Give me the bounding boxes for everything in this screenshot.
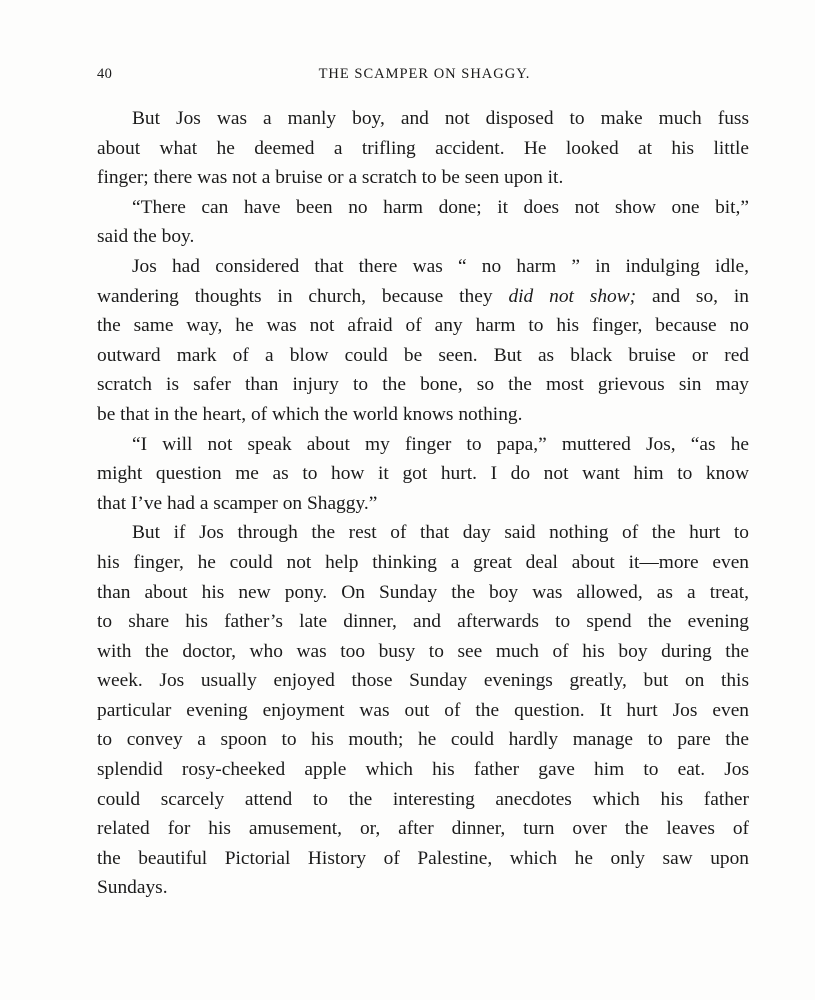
running-title: THE SCAMPER ON SHAGGY. [318, 66, 531, 82]
text-line: with the doctor, who was too busy to see much of his boy during the [97, 640, 749, 662]
text-line: might question me as to how it got hurt. I do not want him to know [97, 463, 749, 485]
body-text [97, 104, 749, 903]
text-line: that I’ve had a scamper on Shaggy.” [97, 492, 378, 514]
text-line: to share his father’s late dinner, and afterwards to spend the evening [97, 611, 749, 633]
text-line: outward mark of a blow could be seen. But as black bruise or red [97, 344, 749, 366]
text-line: particular evening enjoyment was out of the question. It hurt Jos even [97, 699, 749, 721]
text-line: the same way, he was not afraid of any harm to his finger, because no [97, 315, 749, 337]
text-line: the beautiful Pictorial History of Palestine, which he only saw upon [97, 847, 749, 869]
page-number: 40 [97, 66, 113, 82]
text-line: “There can have been no harm done; it does not show one bit,” [132, 196, 749, 218]
text-line: said the boy. [97, 226, 195, 248]
text-line: his finger, he could not help thinking a great deal about it—more even [97, 551, 749, 573]
text-line: splendid rosy-cheeked apple which his father gave him to eat. Jos [97, 759, 749, 781]
emphasized-text: did not show; [508, 285, 637, 307]
text-line: finger; there was not a bruise or a scratch to be seen upon it. [97, 167, 564, 189]
text-segment: wandering thoughts in church, because they [97, 285, 509, 307]
text-line: to convey a spoon to his mouth; he could hardly manage to pare the [97, 729, 749, 751]
text-line: related for his amusement, or, after dinner, turn over the leaves of [97, 818, 749, 840]
text-line: scratch is safer than injury to the bone, so the most grievous sin may [97, 374, 749, 396]
text-line: about what he deemed a trifling accident. He looked at his little [97, 137, 749, 159]
text-line: could scarcely attend to the interesting anecdotes which his father [97, 788, 749, 810]
text-line: But Jos was a manly boy, and not disposed to make much fuss [132, 108, 749, 129]
text-line: than about his new pony. On Sunday the boy was allowed, as a treat, [97, 581, 749, 603]
text-line-with-emphasis [97, 282, 749, 312]
text-line: week. Jos usually enjoyed those Sunday evenings greatly, but on this [97, 670, 749, 692]
text-line: “I will not speak about my finger to papa,” muttered Jos, “as he [132, 433, 749, 455]
running-header [97, 66, 752, 90]
text-line: Sundays. [97, 877, 168, 899]
text-line: Jos had considered that there was “ no harm ” in indulging idle, [132, 255, 749, 277]
text-line: But if Jos through the rest of that day said nothing of the hurt to [132, 522, 749, 544]
text-segment: and so, in [636, 285, 749, 307]
text-line: be that in the heart, of which the world knows nothing. [97, 403, 523, 425]
